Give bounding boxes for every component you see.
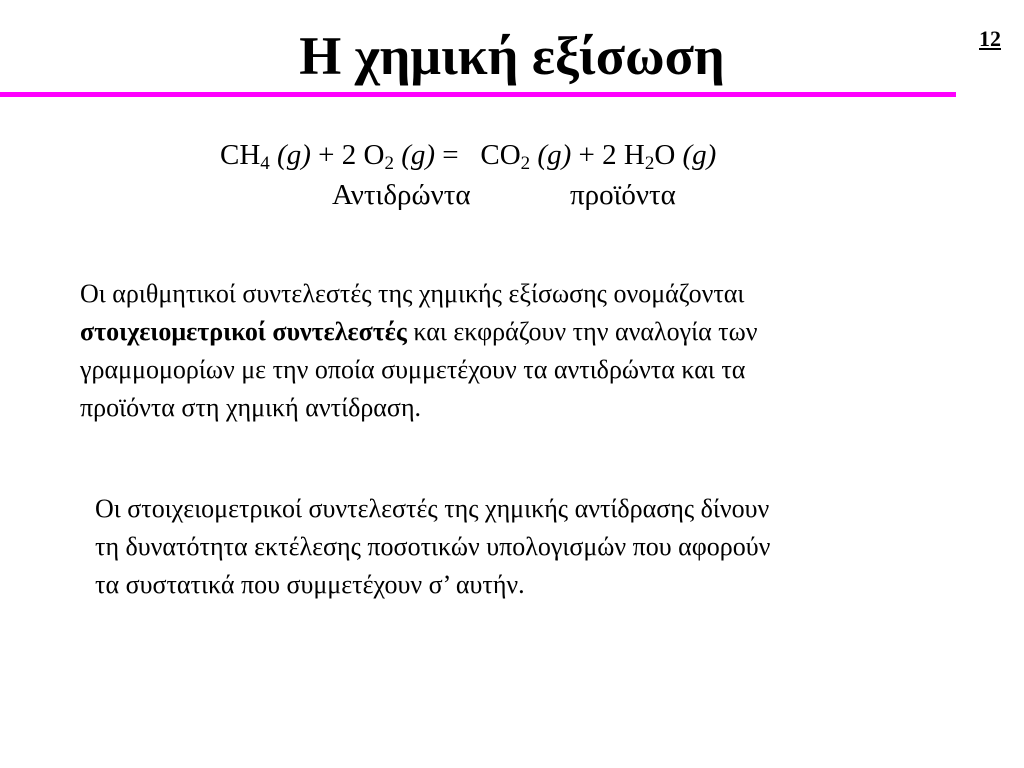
product-h2o-subscript: 2: [644, 153, 655, 174]
product-h2o-h: H: [623, 139, 645, 171]
product-co2-formula: CO: [480, 139, 521, 171]
page-number: 12: [979, 26, 1001, 51]
paragraph1-line2: και εκφράζουν την αναλογία των: [413, 317, 758, 346]
plus-sign: +: [318, 139, 335, 171]
product-h2o-state: (g): [682, 139, 717, 171]
equals-sign: =: [442, 139, 459, 171]
reactant-ch4-state: (g): [277, 139, 311, 171]
paragraph2-line1: Οι στοιχειομετρικοί συντελεστές της χημικής αντίδρασης δίνουν: [95, 494, 770, 523]
paragraph-stoichiometric-definition: [80, 275, 980, 427]
product-h2o-coefficient: 2: [602, 139, 617, 171]
bold-term-stoichiometric-coefficients: στοιχειομετρικοί συντελεστές: [80, 317, 407, 346]
reactant-ch4-subscript: 4: [260, 153, 270, 174]
paragraph-quantitative-calculations: [95, 490, 995, 604]
reactants-label: Αντιδρώντα: [332, 179, 471, 211]
equation-line: [220, 135, 716, 175]
paragraph1-line4: προϊόντα στη χημική αντίδραση.: [80, 393, 422, 422]
reactant-o2-subscript: 2: [384, 153, 394, 174]
paragraph2-line3: τα συστατικά που συμμετέχουν σ’ αυτήν.: [95, 570, 525, 599]
products-label: προϊόντα: [570, 179, 676, 211]
product-co2-state: (g): [537, 139, 572, 171]
reactant-o2-coefficient: 2: [341, 139, 357, 171]
product-h2o-o: O: [654, 139, 676, 171]
reactant-ch4-formula: CH: [220, 139, 261, 171]
paragraph2-line2: τη δυνατότητα εκτέλεσης ποσοτικών υπολογισμών που αφορούν: [95, 532, 771, 561]
paragraph1-line1: Οι αριθμητικοί συντελεστές της χημικής εξίσωσης ονομάζονται: [80, 279, 745, 308]
plus-sign: +: [578, 139, 595, 171]
title-underline-divider: [0, 92, 956, 97]
slide-title: Η χημική εξίσωση: [299, 26, 725, 86]
reactant-o2-formula: O: [363, 139, 385, 171]
product-co2-subscript: 2: [520, 153, 531, 174]
reactant-o2-state: (g): [401, 139, 436, 171]
paragraph1-line3: γραμμομορίων με την οποία συμμετέχουν τα αντιδρώντα και τα: [80, 355, 746, 384]
